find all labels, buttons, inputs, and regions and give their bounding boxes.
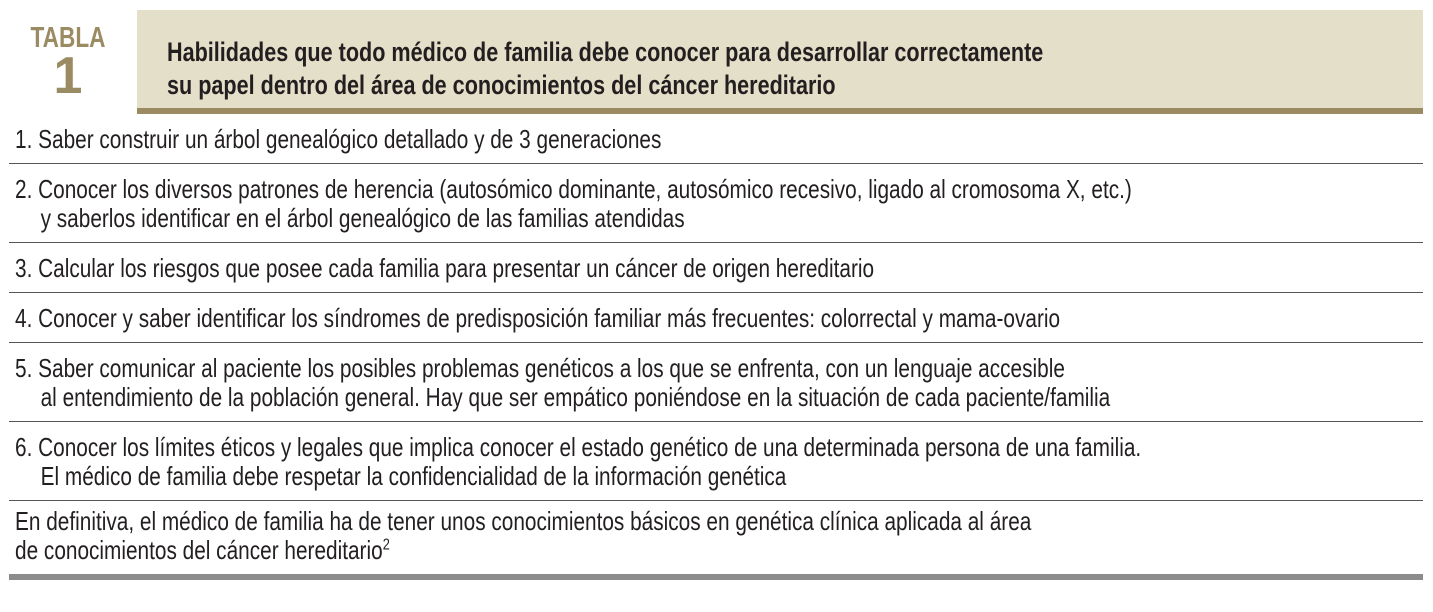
table-body [9,114,1423,580]
table-row-2 [9,164,1423,243]
row-4-line-1: 4. Conocer y saber identificar los síndromes de predisposición familiar más frecuentes: colorrectal y mama-ovario [15,303,1061,333]
summary-line-2 [15,536,1141,565]
table-title-line-2: su papel dentro del área de conocimientos del cáncer hereditario [167,70,836,100]
table-row-3 [9,243,1423,293]
table-title-line-1: Habilidades que todo médico de familia debe conocer para desarrollar correctamente [167,37,1044,67]
table-row-4 [9,293,1423,343]
table-1 [9,10,1423,580]
row-5-line-1: 5. Saber comunicar al paciente los posibles problemas genéticos a los que se enfrenta, con un lenguaje accesible [15,353,1065,383]
row-6-line-1: 6. Conocer los límites éticos y legales que implica conocer el estado genético de una determinada persona de una familia. [15,432,1142,462]
table-title [137,10,1423,108]
row-3-line-1: 3. Calcular los riesgos que posee cada familia para presentar un cáncer de origen hereditario [15,253,875,283]
row-6-line-2: El médico de familia debe respetar la confidencialidad de la información genética [40,461,787,491]
table-header [9,10,1423,114]
table-badge-word: TABLA [30,22,106,54]
row-2-line-1: 2. Conocer los diversos patrones de herencia (autosómico dominante, autosómico recesivo, ligado al cromosoma X, etc.) [15,174,1132,204]
table-row-6 [9,422,1423,501]
row-5-line-2: al entendimiento de la población general. Hay que ser empático poniéndose en la situación de cada paciente/familia [40,382,1111,412]
table-row-1 [9,114,1423,164]
row-1-line-1: 1. Saber construir un árbol genealógico detallado y de 3 generaciones [15,124,662,154]
table-badge-number: 1 [53,47,83,105]
reference-superscript: 2 [382,536,390,554]
table-row-summary [9,501,1423,580]
table-badge [9,10,137,114]
row-2-line-2: y saberlos identificar en el árbol genealógico de las familias atendidas [40,203,685,233]
summary-line-1: En definitiva, el médico de familia ha de tener unos conocimientos básicos en genética clínica aplicada al área [15,506,1032,536]
table-row-5 [9,343,1423,422]
summary-line-2-text: de conocimientos del cáncer hereditario [15,535,383,565]
